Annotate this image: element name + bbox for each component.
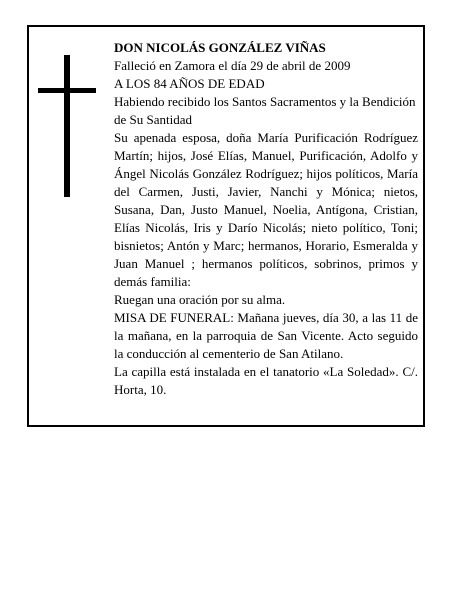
obituary-text <box>114 39 418 399</box>
funeral-details: MISA DE FUNERAL: Mañana jueves, día 30, a las 11 de la mañana, en la parroquia de San Vicente. Acto seguido la conducción al cementerio de San Atilano. <box>114 310 418 361</box>
death-statement: Falleció en Zamora el día 29 de abril de 2009 <box>114 58 351 73</box>
age-statement: A LOS 84 AÑOS DE EDAD <box>114 76 265 91</box>
cross-icon <box>38 55 96 197</box>
deceased-name: DON NICOLÁS GONZÁLEZ VIÑAS <box>114 40 326 55</box>
cross-vertical-bar <box>64 55 70 197</box>
chapel-details: La capilla está instalada en el tanatorio «La Soledad». C/. Horta, 10. <box>114 364 418 397</box>
cross-horizontal-bar <box>38 88 96 93</box>
prayer-request: Ruegan una oración por su alma. <box>114 292 286 307</box>
family-list: Su apenada esposa, doña María Purificación Rodríguez Martín; hijos, José Elías, Manuel, Purificación, Adolfo y Ángel Nicolás González Rodríguez; hijos políticos, María del Carmen, Justi, Javier, Nanchi y Mónica; nietos, Susana, Dan, Justo Manuel, Noelia, Antígona, Cristian, Elías Nicolás, Iris y Darío Nicolás; nieto político, Toni; bisnietos; Antón y Marc; hermanos, Horario, Esmeralda y Juan Manuel ; hermanos políticos, sobrinos, primos y demás familia: <box>114 130 418 289</box>
sacraments-statement: Habiendo recibido los Santos Sacramentos y la Bendición de Su Santidad <box>114 94 416 127</box>
